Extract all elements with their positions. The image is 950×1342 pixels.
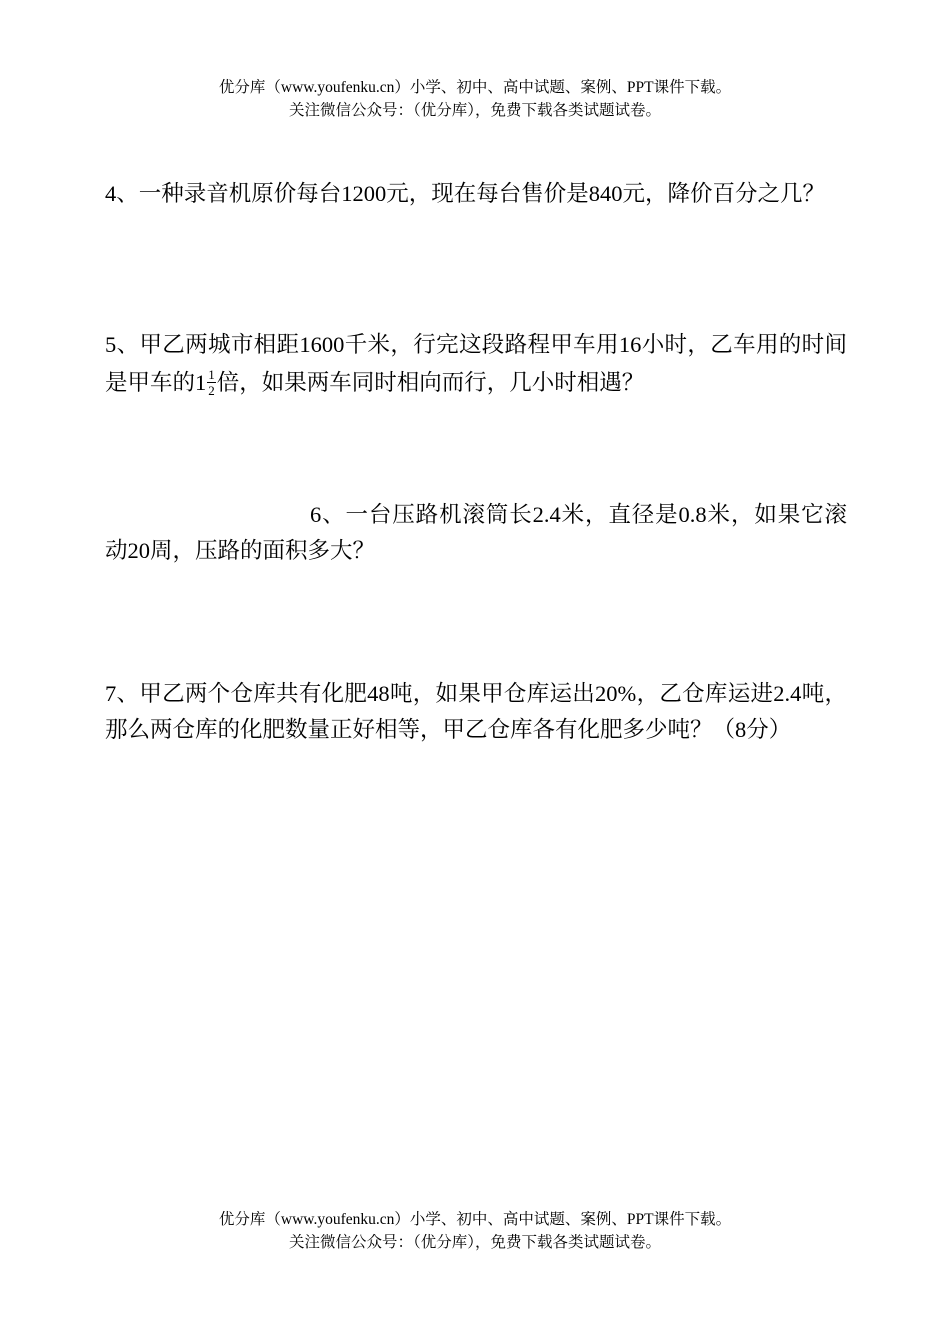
fraction-denominator: 2 (208, 383, 215, 399)
footer-line-2: 关注微信公众号：（优分库），免费下载各类试题试卷。 (288, 1234, 661, 1251)
fraction-numerator: 1 (208, 367, 215, 383)
question-5-text-before: 5、甲乙两城市相距1600千米，行完这段路程甲车用16小时，乙车用的时间是甲车的 (105, 332, 847, 395)
page-footer (0, 1208, 950, 1254)
page-header (0, 76, 950, 122)
question-5 (105, 326, 847, 402)
question-6: 6、一台压路机滚筒长2.4米，直径是0.8米，如果它滚动20周，压路的面积多大？ (105, 502, 847, 563)
header-line-1: 优分库（www.youfenku.cn）小学、初中、高中试题、案例、PPT课件下载。 (218, 79, 732, 96)
footer-line-1: 优分库（www.youfenku.cn）小学、初中、高中试题、案例、PPT课件下载。 (218, 1211, 732, 1228)
question-4: 4、一种录音机原价每台1200元，现在每台售价是840元，降价百分之几？ (105, 181, 826, 206)
mixed-number-whole: 1 (195, 370, 207, 395)
question-7: 7、甲乙两个仓库共有化肥48吨，如果甲仓库运出20%，乙仓库运进2.4吨，那么两仓库的化肥数量正好相等，甲乙仓库各有化肥多少吨？（8分） (105, 681, 847, 742)
header-line-2: 关注微信公众号：（优分库），免费下载各类试题试卷。 (288, 102, 661, 119)
fraction (207, 367, 216, 398)
question-5-text-after: 倍，如果两车同时相向而行，几小时相遇？ (216, 370, 645, 395)
